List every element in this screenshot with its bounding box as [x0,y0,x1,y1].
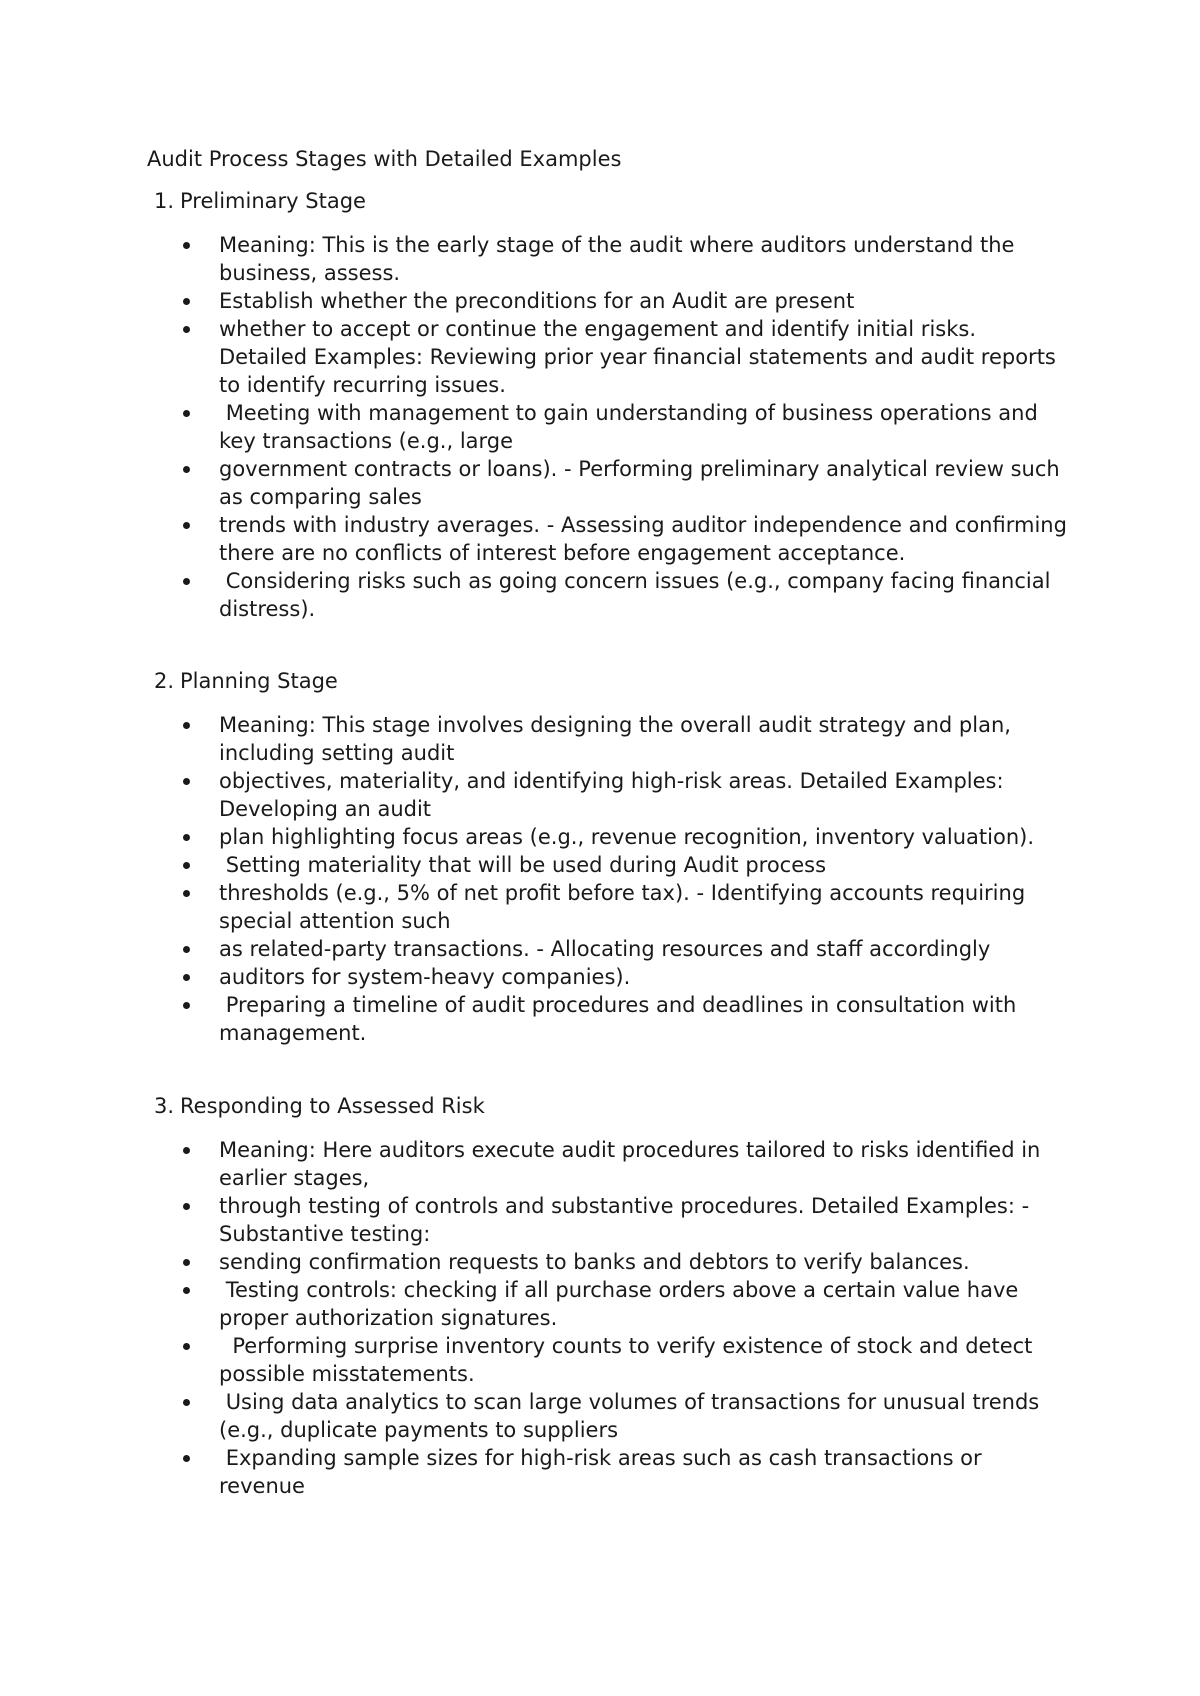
list-item-text: Expanding sample sizes for high-risk areas such as cash transactions or revenue [219,1446,989,1498]
bullet-icon [183,326,190,333]
bullet-icon [183,946,190,953]
list-item-text: sending confirmation requests to banks and debtors to verify balances. [219,1250,970,1274]
list-item [0,851,1069,879]
list-item [0,399,1069,455]
list-item [0,315,1069,399]
list-item [0,1136,1069,1192]
list-item [0,287,1069,315]
bullet-icon [183,1259,190,1266]
list-item-text: Meeting with management to gain understanding of business operations and key transactions (e.g., large [219,401,1045,453]
bullet-icon [183,1147,190,1154]
list-item [0,1248,1069,1276]
list-item-text: Testing controls: checking if all purchase orders above a certain value have proper authorization signatures. [219,1278,1025,1330]
bullet-list [0,231,1200,623]
section-heading [154,1092,485,1120]
bullet-icon [183,722,190,729]
bullet-icon [183,242,190,249]
section-title: Preliminary Stage [180,189,366,213]
list-item [0,455,1069,511]
section-number: 3. [154,1094,175,1118]
bullet-icon [183,466,190,473]
list-item-text: thresholds (e.g., 5% of net profit before tax). - Identifying accounts requiring special attention such [219,881,1032,933]
list-item [0,711,1069,767]
list-item-text: Establish whether the preconditions for an Audit are present [219,289,855,313]
bullet-icon [183,1287,190,1294]
list-item-text: Setting materiality that will be used during Audit process [219,853,827,877]
list-item [0,567,1069,623]
bullet-icon [183,522,190,529]
section-title: Responding to Assessed Risk [180,1094,485,1118]
list-item [0,823,1069,851]
list-item-text: whether to accept or continue the engagement and identify initial risks. Detailed Examples: Reviewing prior year financial statements and audit reports to identify recurring issues. [219,317,1063,397]
list-item [0,963,1069,991]
list-item-text: Meaning: This is the early stage of the audit where auditors understand the business, assess. [219,233,1022,285]
bullet-icon [183,298,190,305]
list-item [0,1332,1069,1388]
list-item [0,1444,1069,1500]
list-item-text: auditors for system-heavy companies). [219,965,631,989]
bullet-icon [183,1203,190,1210]
section-heading [154,667,338,695]
bullet-icon [183,834,190,841]
list-item-text: through testing of controls and substantive procedures. Detailed Examples: - Substantive testing: [219,1194,1036,1246]
list-item [0,935,1069,963]
list-item [0,991,1069,1047]
bullet-icon [183,778,190,785]
bullet-icon [183,410,190,417]
list-item [0,879,1069,935]
list-item-text: Performing surprise inventory counts to verify existence of stock and detect possible misstatements. [219,1334,1040,1386]
list-item-text: Meaning: Here auditors execute audit procedures tailored to risks identified in earlier stages, [219,1138,1048,1190]
list-item [0,1276,1069,1332]
bullet-icon [183,1399,190,1406]
bullet-list [0,1136,1200,1500]
list-item-text: Using data analytics to scan large volumes of transactions for unusual trends (e.g., duplicate payments to suppliers [219,1390,1046,1442]
section-heading [154,187,366,215]
section-number: 1. [154,189,175,213]
list-item [0,1388,1069,1444]
bullet-icon [183,578,190,585]
bullet-icon [183,890,190,897]
bullet-list [0,711,1200,1047]
list-item-text: Meaning: This stage involves designing the overall audit strategy and plan, including setting audit [219,713,1018,765]
list-item [0,767,1069,823]
bullet-icon [183,1343,190,1350]
list-item-text: Considering risks such as going concern issues (e.g., company facing financial distress). [219,569,1058,621]
section-title: Planning Stage [180,669,338,693]
bullet-icon [183,862,190,869]
bullet-icon [183,1002,190,1009]
section-number: 2. [154,669,175,693]
list-item-text: government contracts or loans). - Performing preliminary analytical review such as comparing sales [219,457,1067,509]
list-item [0,231,1069,287]
list-item-text: trends with industry averages. - Assessing auditor independence and confirming there are no conflicts of interest before engagement acceptance. [219,513,1074,565]
bullet-icon [183,974,190,981]
list-item-text: plan highlighting focus areas (e.g., revenue recognition, inventory valuation). [219,825,1035,849]
list-item-text: objectives, materiality, and identifying high-risk areas. Detailed Examples: Developing an audit [219,769,1011,821]
list-item [0,511,1074,567]
bullet-icon [183,1455,190,1462]
document-title: Audit Process Stages with Detailed Examples [147,147,622,171]
list-item [0,1192,1069,1248]
list-item-text: Preparing a timeline of audit procedures and deadlines in consultation with management. [219,993,1023,1045]
list-item-text: as related-party transactions. - Allocating resources and staff accordingly [219,937,991,961]
